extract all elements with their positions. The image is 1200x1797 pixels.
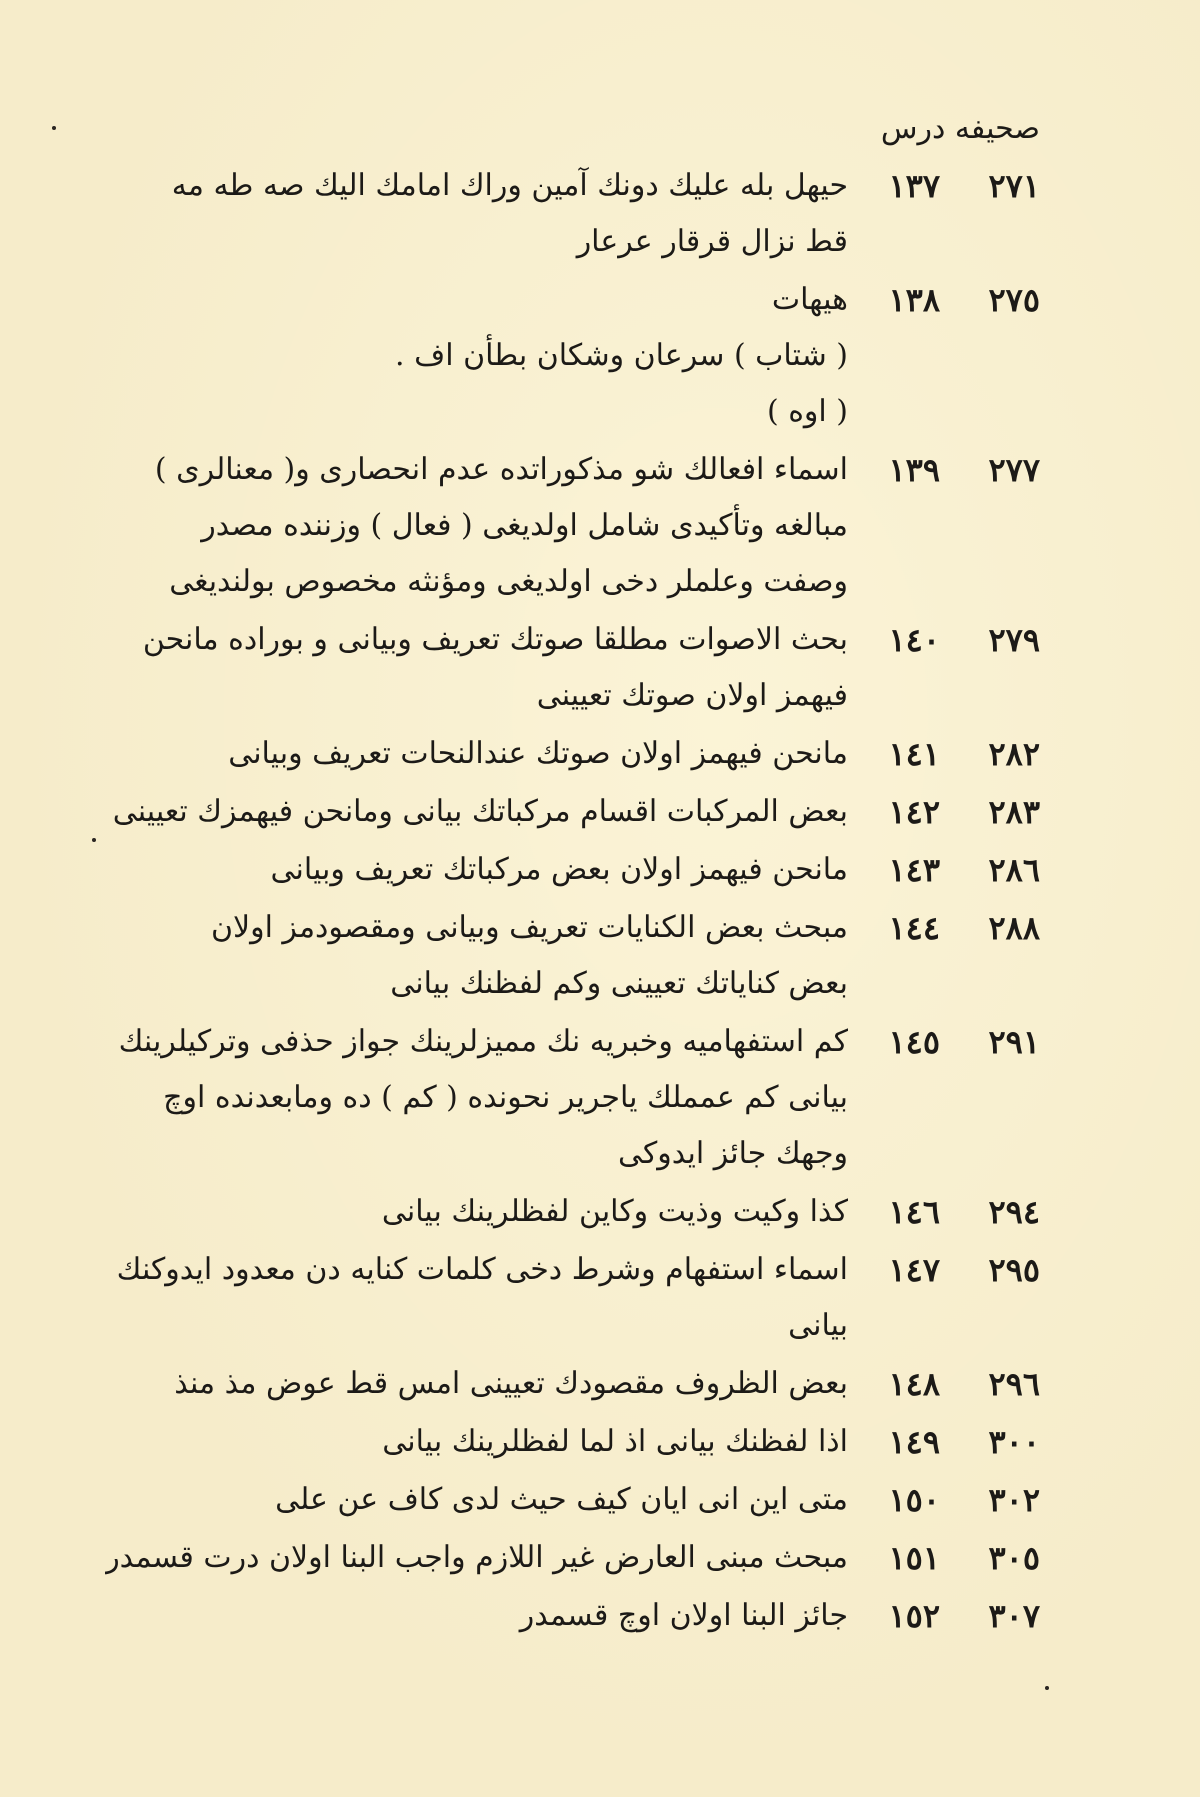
entry-line: اسماء افعالك شو مذكوراتده عدم انحصاری و( معنالری ) <box>154 452 848 487</box>
entry-line: مانحن فيهمز اولان صوتك عندالنحات تعريف وبيانى <box>228 736 848 771</box>
index-entry <box>118 1014 1040 1182</box>
entry-text <box>180 1414 848 1470</box>
page-number: ٢٩٥ <box>988 1251 1040 1289</box>
speck-mark <box>92 838 96 842</box>
index-entry <box>112 784 1040 840</box>
index-entry <box>180 272 1040 440</box>
entry-line: قط نزال قرقار عرعار <box>576 224 848 259</box>
entry-text <box>180 272 848 440</box>
entry-text <box>113 784 848 840</box>
lesson-number: ١٣٩ <box>888 451 940 489</box>
entry-text <box>180 900 848 1012</box>
index-entry <box>180 842 1040 898</box>
page-number: ٣٠٢ <box>988 1481 1040 1519</box>
index-entry <box>180 1588 1040 1644</box>
index-entry <box>180 900 1040 1012</box>
index-entry <box>180 1472 1040 1528</box>
entry-text <box>105 1530 848 1586</box>
page-number: ٢٧٩ <box>988 621 1040 659</box>
entry-line: مبالغه وتأكيدى شامل اولديغى ( فعال ) وزننده مصدر <box>201 508 848 543</box>
page-number: ٢٩٦ <box>988 1365 1040 1403</box>
entry-line: اذا لفظنك بيانى اذ لما لفظلرينك بيانى <box>382 1424 848 1459</box>
entry-line: فيهمز اولان صوتك تعيينى <box>536 678 848 713</box>
column-header: صحيفه درس <box>880 111 1040 146</box>
index-entry <box>180 1414 1040 1470</box>
entry-text <box>180 726 848 782</box>
entry-list <box>105 158 1040 1644</box>
lesson-number: ١٤٧ <box>888 1251 940 1289</box>
entry-line: ( اوه ) <box>766 394 848 429</box>
entry-line: مبحث بعض الكنايات تعريف وبيانى ومقصودمز اولان <box>210 910 848 945</box>
entry-text <box>117 1242 848 1354</box>
entry-text <box>172 158 848 270</box>
entry-line: هيهات <box>771 282 848 317</box>
index-entry <box>171 158 1040 270</box>
entry-text <box>180 842 848 898</box>
speck-mark <box>1045 1686 1049 1690</box>
index-entry <box>180 726 1040 782</box>
index-table <box>105 100 1040 1644</box>
lesson-number: ١٤٦ <box>888 1193 940 1231</box>
entry-line: كذا وكيت وذيت وكاين لفظلرينك بيانى <box>381 1194 848 1229</box>
index-entry <box>180 1184 1040 1240</box>
entry-line: بعض الظروف مقصودك تعيينى امس قط عوض مذ منذ <box>174 1366 848 1401</box>
speck-mark <box>52 126 56 130</box>
entry-line: حيهل بله عليك دونك آمين وراك امامك اليك صه طه مه <box>171 168 848 203</box>
page-number: ٢٨٢ <box>988 735 1040 773</box>
entry-line: مانحن فيهمز اولان بعض مركباتك تعريف وبيانى <box>270 852 848 887</box>
entry-line: بيانى <box>788 1308 848 1343</box>
lesson-number: ١٤٢ <box>888 793 940 831</box>
entry-text <box>180 1184 848 1240</box>
entry-line: بعض المركبات اقسام مركباتك بيانى ومانحن فيهمزك تعيينى <box>112 794 848 829</box>
entry-line: مبحث مبنى العارض غير اللازم واجب البنا اولان درت قسمدر <box>105 1540 848 1575</box>
lesson-number: ١٥١ <box>888 1539 940 1577</box>
index-entry <box>142 612 1040 724</box>
entry-line: بعض كناياتك تعيينى وكم لفظنك بيانى <box>390 966 848 1001</box>
index-entry <box>174 1356 1040 1412</box>
entry-line: ( شتاب ) سرعان وشكان بطأن اف . <box>395 338 848 373</box>
entry-text <box>180 1472 848 1528</box>
entry-text <box>155 442 848 610</box>
entry-line: بحث الاصوات مطلقا صوتك تعريف وبيانى و بوراده مانحن <box>142 622 848 657</box>
lesson-number: ١٤٣ <box>888 851 940 889</box>
entry-line: جائز البنا اولان اوچ قسمدر <box>519 1598 848 1633</box>
lesson-number: ١٤٨ <box>888 1365 940 1403</box>
page-number: ٣٠٠ <box>988 1423 1040 1461</box>
page-number: ٢٨٦ <box>988 851 1040 889</box>
entry-text <box>143 612 848 724</box>
index-entry <box>154 442 1040 610</box>
index-entry <box>105 1530 1040 1586</box>
entry-line: وجهك جائز ايدوكى <box>617 1136 848 1171</box>
index-entry <box>116 1242 1040 1354</box>
page-number: ٢٨٨ <box>988 909 1040 947</box>
lesson-number: ١٣٨ <box>888 281 940 319</box>
page-number: ٢٧٥ <box>988 281 1040 319</box>
lesson-number: ١٥٢ <box>888 1597 940 1635</box>
entry-text <box>174 1356 848 1412</box>
page-number: ٢٧٧ <box>988 451 1040 489</box>
lesson-number: ١٤١ <box>888 735 940 773</box>
entry-line: بيانى كم عمملك ياجرير نحونده ( كم ) ده ومابعدنده اوچ <box>163 1080 848 1115</box>
lesson-number: ١٥٠ <box>888 1481 940 1519</box>
lesson-number: ١٤٥ <box>888 1023 940 1061</box>
entry-line: متى اين انى ايان كيف حيث لدى كاف عن على <box>275 1482 848 1517</box>
entry-text <box>119 1014 848 1182</box>
entry-line: اسماء استفهام وشرط دخى كلمات كنايه دن معدود ايدوكنك <box>116 1252 848 1287</box>
page-number: ٣٠٧ <box>988 1597 1040 1635</box>
entry-text <box>180 1588 848 1644</box>
lesson-number: ١٤٤ <box>888 909 940 947</box>
lesson-number: ١٤٠ <box>888 621 940 659</box>
page-number: ٢٧١ <box>988 167 1040 205</box>
entry-line: كم استفهاميه وخبريه نك مميزلرينك جواز حذفى وتركيلرينك <box>118 1024 848 1059</box>
page-number: ٣٠٥ <box>988 1539 1040 1577</box>
page-number: ٢٨٣ <box>988 793 1040 831</box>
lesson-number: ١٣٧ <box>888 167 940 205</box>
page-number: ٢٩١ <box>988 1023 1040 1061</box>
lesson-number: ١٤٩ <box>888 1423 940 1461</box>
page-number: ٢٩٤ <box>988 1193 1040 1231</box>
entry-line: وصفت وعلملر دخى اولديغى ومؤنثه مخصوص بولنديغى <box>169 564 848 599</box>
